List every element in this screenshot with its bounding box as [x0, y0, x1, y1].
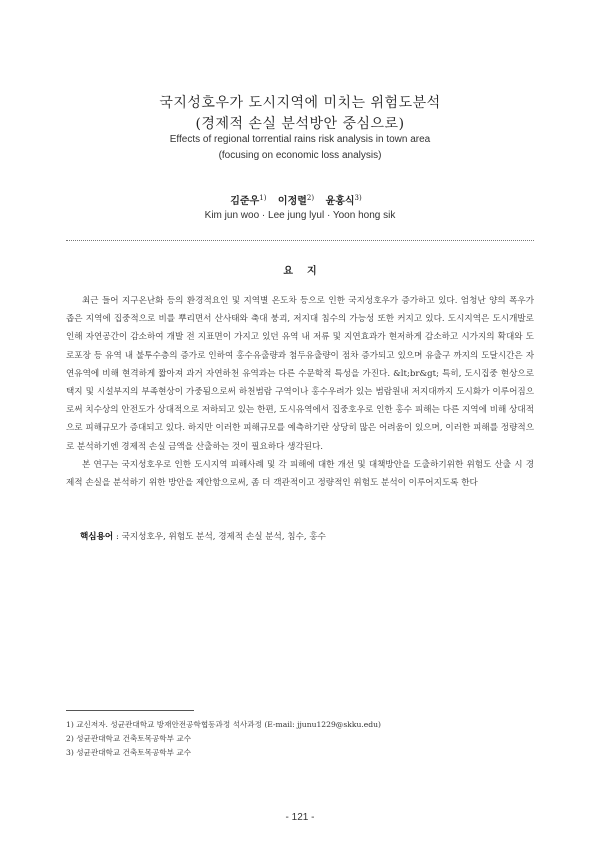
title-english-line1: Effects of regional torrential rains risk analysis in town area [169, 134, 431, 145]
page-number: - 121 - [285, 812, 315, 823]
keywords-separator: : [113, 532, 122, 542]
authors-korean [0, 192, 600, 207]
keywords-label: 핵심용어 [80, 531, 114, 541]
authors-english: Kim jun woo · Lee jung lyul · Yoon hong sik [204, 210, 396, 221]
author-name: 김준우 [230, 196, 260, 207]
separator-line [66, 240, 534, 241]
footnote: 2) 성균관대학교 건축토목공학부 교수 [66, 734, 192, 743]
keywords-text: 국지성호우, 위험도 분석, 경제적 손실 분석, 침수, 홍수 [121, 532, 326, 542]
title-korean-line2: (경제적 손실 분석방안 중심으로) [195, 116, 405, 132]
keywords [80, 530, 540, 542]
abstract-heading: 요지 [283, 266, 331, 277]
title-korean-line1: 국지성호우가 도시지역에 미치는 위험도분석 [159, 95, 441, 111]
abstract-paragraph: 본 연구는 국지성호우로 인한 도시지역 피해사례 및 각 피해에 대한 개선 및 대책방안을 도출하기위한 위험도 산출 시 경제적 손실을 분석하기 위한 방안을 제안함으로써, 좀 더 객관적이고 정량적인 위험도 분석이 이루어지도록 한다 [66, 459, 534, 489]
footnote: 3) 성균관대학교 건축토목공학부 교수 [66, 748, 192, 757]
author-name: 윤홍식 [325, 196, 355, 207]
author-name: 이정렬 [277, 196, 307, 207]
footnote: 1) 교신저자. 성균관대학교 방재안전공학협동과정 석사과정 (E-mail: jjunu1229@skku.edu) [66, 720, 382, 729]
title-english-line2: (focusing on economic loss analysis) [218, 150, 382, 161]
author-mark: 3) [354, 193, 362, 202]
footnote-rule [66, 710, 194, 711]
abstract-paragraph: 최근 들어 지구온난화 등의 환경적요인 및 지역별 온도차 등으로 인한 국지성호우가 증가하고 있다. 엄청난 양의 폭우가 좁은 지역에 집중적으로 비를 뿌리면서 산사태와 축대 붕괴, 저지대 침수의 가능성 또한 커지고 있다. 도시지역은 도시개발로 인해 자연공간이 감소하여 개발 전 지표면이 가지고 있던 유역 내 저류 및 지연효과가 현저하게 감소하고 시가지의 확대와 도로포장 등 유역 내 불투수층의 증가로 인하여 홍수유출량과 첨두유출량이 점차 증가되고 있으며 유출구 까지의 도달시간은 자연유역에 비해 현격하게 짧아져 과거 자연하천 유역과는 다른 수문학적 특성을 가진다. &lt;br&gt; 특히, 도시집중 현상으로 택지 및 시설부지의 부족현상이 가중됨으로써 하천범람 구역이나 홍수우려가 있는 범람원내 저지대까지 도시화가 이루어짐으로써 치수상의 안전도가 상대적으로 저하되고 있는 한편, 도시유역에서 집중호우로 인한 홍수 피해는 다른 지역에 비해 상대적으로 피해규모가 증대되고 있다. 하지만 이러한 피해규모를 예측하기란 상당히 많은 어려움이 있으며, 이러한 피해를 정량적으로 분석하기엔 경제적 손실 금액을 산출하는 것이 필요하다 생각된다. [66, 296, 534, 452]
author-mark: 1) [259, 193, 267, 202]
author-mark: 2) [306, 193, 315, 202]
footnotes [66, 718, 536, 760]
abstract-body [66, 292, 534, 492]
